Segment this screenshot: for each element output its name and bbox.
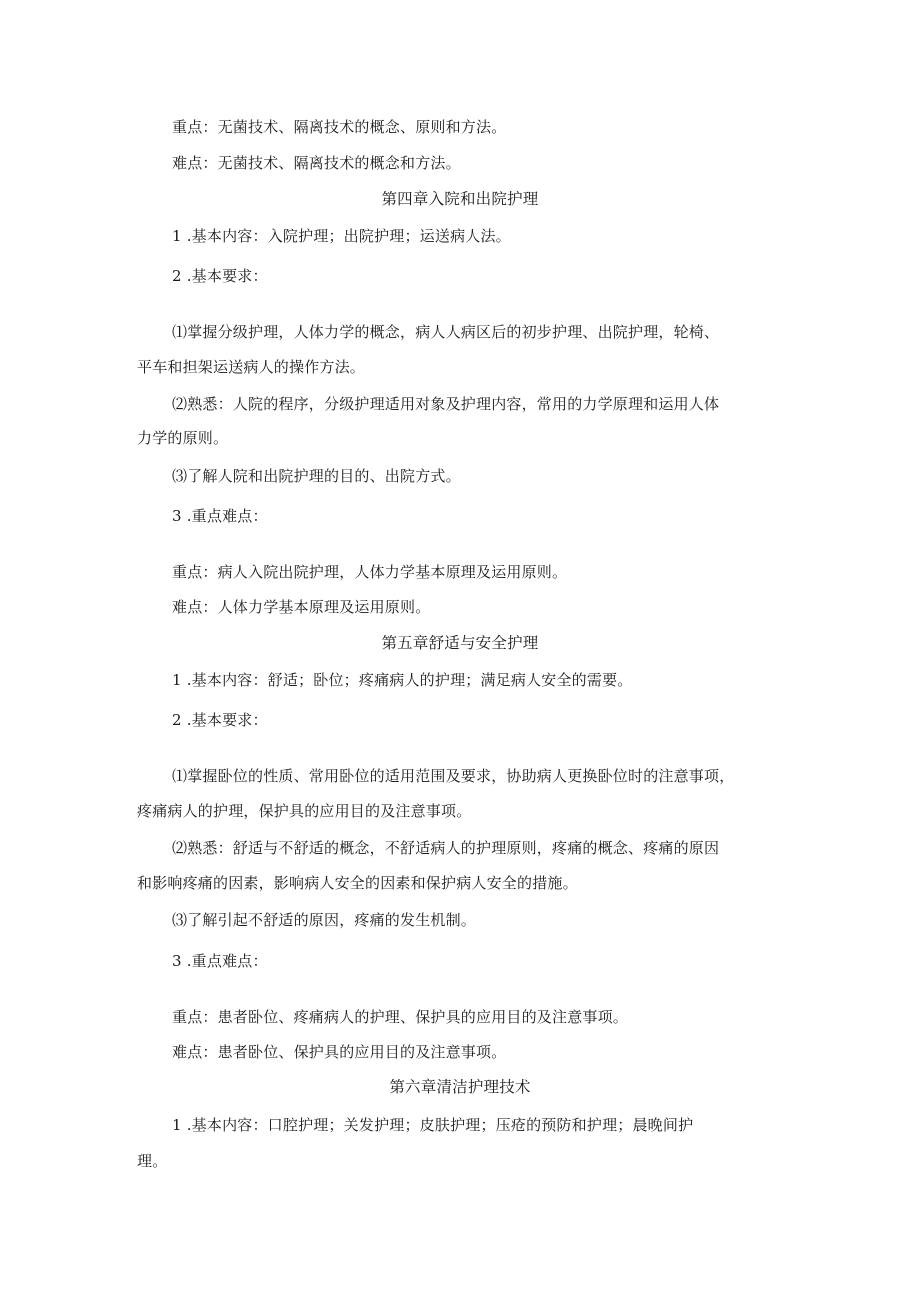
ch5-difficult-points: 难点：患者卧位、保护具的应用目的及注意事项。 [172,1043,507,1061]
ch5-req-2-line-2: 和影响疼痛的因素，影响病人安全的因素和保护病人安全的措施。 [137,874,578,892]
ch5-basic-content: 1 .基本内容：舒适；卧位；疼痛病人的护理；满足病人安全的需要。 [172,671,633,689]
chapter-5-title: 第五章舒适与安全护理 [381,634,539,652]
ch4-req-1-line-1: ⑴掌握分级护理，人体力学的概念，病人人病区后的初步护理、出院护理，轮椅、 [172,323,720,341]
ch4-basic-content: 1 .基本内容：入院护理；出院护理；运送病人法。 [172,227,511,245]
ch4-req-2-line-2: 力学的原则。 [137,429,229,447]
ch5-basic-requirements: 2 .基本要求： [172,711,268,729]
ch5-req-1-line-1: ⑴掌握卧位的性质、常用卧位的适用范围及要求，协助病人更换卧位时的注意事项， [172,767,735,785]
ch5-req-2-line-1: ⑵熟悉：舒适与不舒适的概念，不舒适病人的护理原则，疼痛的概念、疼痛的原因 [172,839,720,857]
key-points-sterile: 重点：无菌技术、隔离技术的概念、原则和方法。 [172,118,507,136]
chapter-4-title: 第四章入院和出院护理 [381,190,539,208]
ch5-req-1-line-2: 疼痛病人的护理，保护具的应用目的及注意事项。 [137,802,472,820]
ch6-basic-content-line-1: 1 .基本内容：口腔护理；关发护理；皮肤护理；压疮的预防和护理；晨晚间护 [172,1116,694,1134]
ch4-basic-requirements: 2 .基本要求： [172,267,268,285]
ch4-key-points: 重点：病人入院出院护理，人体力学基本原理及运用原则。 [172,563,568,581]
ch4-req-1-line-2: 平车和担架运送病人的操作方法。 [137,358,366,376]
ch5-key-difficult: 3 .重点难点： [172,952,268,970]
ch5-key-points: 重点：患者卧位、疼痛病人的护理、保护具的应用目的及注意事项。 [172,1008,629,1026]
ch4-req-3: ⑶了解人院和出院护理的目的、出院方式。 [172,467,461,485]
ch5-req-3: ⑶了解引起不舒适的原因，疼痛的发生机制。 [172,911,477,929]
ch4-key-difficult: 3 .重点难点： [172,507,268,525]
ch4-req-2-line-1: ⑵熟悉：人院的程序，分级护理适用对象及护理内容，常用的力学原理和运用人体 [172,395,720,413]
chapter-6-title: 第六章清洁护理技术 [389,1078,531,1096]
ch6-basic-content-line-2: 理。 [137,1152,168,1170]
ch4-difficult-points: 难点：人体力学基本原理及运用原则。 [172,598,431,616]
difficult-points-sterile: 难点：无菌技术、隔离技术的概念和方法。 [172,154,461,172]
